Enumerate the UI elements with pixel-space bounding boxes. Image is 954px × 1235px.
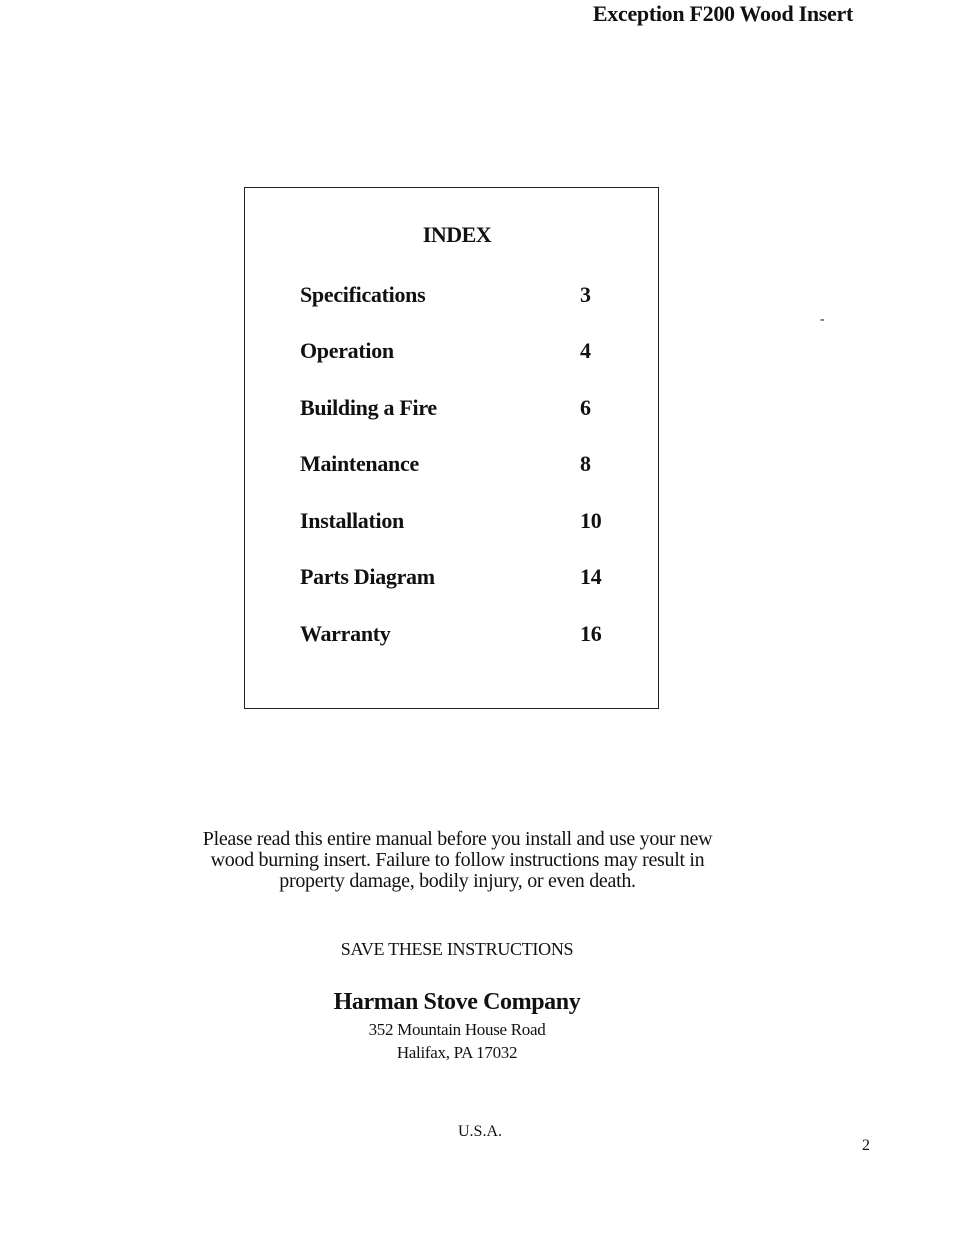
index-entry-installation xyxy=(300,508,630,538)
index-entry-page: 8 xyxy=(580,451,591,476)
index-entry-page: 6 xyxy=(580,395,591,420)
warning-line: property damage, bodily injury, or even death. xyxy=(279,870,636,892)
warning-line: Please read this entire manual before you install and use your new xyxy=(202,828,713,850)
index-entry-maintenance xyxy=(300,451,630,481)
index-entry-label: Warranty xyxy=(300,621,391,646)
index-entry-page: 4 xyxy=(580,338,591,363)
save-instructions-notice: SAVE THESE INSTRUCTIONS xyxy=(340,939,574,959)
page-number: 2 xyxy=(862,1137,870,1154)
index-entry-label: Maintenance xyxy=(300,451,419,476)
index-entry-warranty xyxy=(300,621,630,651)
index-entry-label: Specifications xyxy=(300,282,426,307)
company-country: U.S.A. xyxy=(457,1123,502,1140)
index-entry-page: 10 xyxy=(580,508,602,533)
index-entry-label: Operation xyxy=(300,338,394,363)
warning-line: wood burning insert. Failure to follow instructions may result in xyxy=(210,849,705,871)
company-name: Harman Stove Company xyxy=(333,989,581,1015)
index-entry-parts-diagram xyxy=(300,564,630,594)
index-entry-building-a-fire xyxy=(300,395,630,425)
index-entry-operation xyxy=(300,338,630,368)
index-entry-label: Installation xyxy=(300,508,404,533)
company-address-line1: 352 Mountain House Road xyxy=(368,1020,546,1039)
index-entry-label: Building a Fire xyxy=(300,395,437,420)
index-entry-page: 14 xyxy=(580,564,602,589)
company-address-line2: Halifax, PA 17032 xyxy=(396,1043,518,1062)
index-entry-label: Parts Diagram xyxy=(300,564,435,589)
stray-mark: - xyxy=(820,312,825,327)
document-title: Exception F200 Wood Insert xyxy=(592,1,853,26)
index-entry-page: 16 xyxy=(580,621,602,646)
safety-warning xyxy=(150,829,765,892)
index-box xyxy=(244,187,659,709)
index-entry-specifications xyxy=(300,282,630,312)
index-title: INDEX xyxy=(422,222,492,247)
index-entry-page: 3 xyxy=(580,282,591,307)
